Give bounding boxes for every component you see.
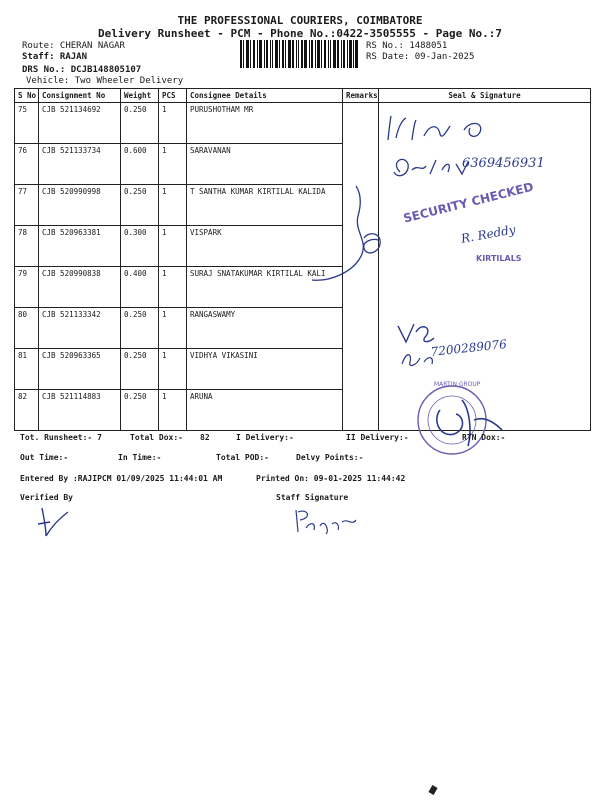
handwritten-phone-1: 6369456931 <box>462 156 545 171</box>
row-sno: 75 <box>15 103 39 144</box>
staff-label: Staff: RAJAN <box>22 52 88 62</box>
row-weight: 0.300 <box>121 226 159 267</box>
stamp-place: KIRTILALS <box>476 254 522 263</box>
round-stamp-text: MARTIN GROUP <box>434 381 481 388</box>
total-dox-value: 82 <box>200 433 210 442</box>
ii-delivery: II Delivery:- <box>346 433 409 442</box>
row-consignee: SARAVANAN <box>187 144 343 185</box>
row-remarks <box>343 349 379 390</box>
signature-row-77-79 <box>300 182 400 292</box>
i-delivery: I Delivery:- <box>236 433 294 442</box>
row-consignment: CJB 520963365 <box>39 349 121 390</box>
row-remarks <box>343 144 379 185</box>
col-header-weight: Weight <box>121 89 159 103</box>
col-header-consignment: Consignment No <box>39 89 121 103</box>
row-sno: 82 <box>15 390 39 431</box>
col-header-pcs: PCS <box>159 89 187 103</box>
row-pcs: 1 <box>159 226 187 267</box>
row-weight: 0.250 <box>121 349 159 390</box>
row-consignee: VIDHYA VIKASINI <box>187 349 343 390</box>
row-remarks <box>343 308 379 349</box>
row-weight: 0.250 <box>121 103 159 144</box>
col-header-sno: S No <box>15 89 39 103</box>
route-label: Route: CHERAN NAGAR <box>22 41 125 51</box>
row-consignee: ARUNA <box>187 390 343 431</box>
entered-by: Entered By :RAJIPCM 01/09/2025 11:44:01 AM <box>20 474 223 483</box>
row-weight: 0.600 <box>121 144 159 185</box>
col-header-remarks: Remarks <box>343 89 379 103</box>
row-sno: 78 <box>15 226 39 267</box>
row-weight: 0.250 <box>121 390 159 431</box>
row-sno: 81 <box>15 349 39 390</box>
row-sno: 76 <box>15 144 39 185</box>
row-consignee: T SANTHA KUMAR KIRTILAL KALIDA <box>187 185 343 226</box>
row-consignment: CJB 520990838 <box>39 267 121 308</box>
total-dox-label: Total Dox:- <box>130 433 183 442</box>
row-consignment: CJB 520963381 <box>39 226 121 267</box>
staff-signature <box>290 504 360 538</box>
row-weight: 0.250 <box>121 308 159 349</box>
row-pcs: 1 <box>159 390 187 431</box>
runsheet-subtitle: Delivery Runsheet - PCM - Phone No.:0422-3505555 - Page No.:7 <box>98 27 502 40</box>
row-pcs: 1 <box>159 308 187 349</box>
rtn-dox: RTN Dox:- <box>462 433 506 442</box>
row-remarks <box>343 390 379 431</box>
scan-mark <box>428 785 437 795</box>
row-consignee: SURAJ SNATAKUMAR KIRTILAL KALI <box>187 267 343 308</box>
security-checked-stamp: SECURITY CHECKED <box>402 179 535 226</box>
total-pod: Total POD:- <box>216 453 269 462</box>
row-consignment: CJB 520990998 <box>39 185 121 226</box>
row-pcs: 1 <box>159 267 187 308</box>
handwritten-phone-2: 7200289076 <box>430 337 508 359</box>
row-weight: 0.250 <box>121 185 159 226</box>
row-consignment: CJB 521133734 <box>39 144 121 185</box>
out-time: Out Time:- <box>20 453 69 462</box>
row-consignment: CJB 521133342 <box>39 308 121 349</box>
company-title: THE PROFESSIONAL COURIERS, COIMBATORE <box>177 14 423 27</box>
printed-on: Printed On: 09-01-2025 11:44:42 <box>256 474 406 483</box>
verifier-signature <box>34 504 74 538</box>
row-seal <box>379 267 591 308</box>
row-pcs: 1 <box>159 349 187 390</box>
table-header-row <box>15 89 591 103</box>
row-pcs: 1 <box>159 185 187 226</box>
verified-by-label: Verified By <box>20 493 73 502</box>
row-sno: 79 <box>15 267 39 308</box>
row-sno: 77 <box>15 185 39 226</box>
barcode-icon <box>240 40 358 68</box>
tot-runsheet: Tot. Runsheet:- 7 <box>20 433 102 442</box>
row-consignment: CJB 521134692 <box>39 103 121 144</box>
rs-date: RS Date: 09-Jan-2025 <box>366 52 475 62</box>
vehicle-label: Vehicle: Two Wheeler Delivery <box>26 76 184 86</box>
row-consignee: VISPARK <box>187 226 343 267</box>
stamp-signature-name: R. Reddy <box>460 222 517 246</box>
col-header-consignee: Consignee Details <box>187 89 343 103</box>
drs-label: DRS No.: DCJB148805107 <box>22 65 142 75</box>
row-sno: 80 <box>15 308 39 349</box>
row-pcs: 1 <box>159 144 187 185</box>
staff-signature-label: Staff Signature <box>276 493 349 502</box>
row-remarks <box>343 103 379 144</box>
row-consignee: PURUSHOTHAM MR <box>187 103 343 144</box>
round-seal-stamp <box>410 380 510 460</box>
rs-number: RS No.: 1488051 <box>366 41 448 51</box>
row-weight: 0.400 <box>121 267 159 308</box>
row-consignment: CJB 521114883 <box>39 390 121 431</box>
signature-row-75 <box>380 110 510 150</box>
row-pcs: 1 <box>159 103 187 144</box>
delvy-points: Delvy Points:- <box>296 453 364 462</box>
col-header-seal: Seal & Signature <box>379 89 591 103</box>
in-time: In Time:- <box>118 453 162 462</box>
row-consignee: RANGASWAMY <box>187 308 343 349</box>
